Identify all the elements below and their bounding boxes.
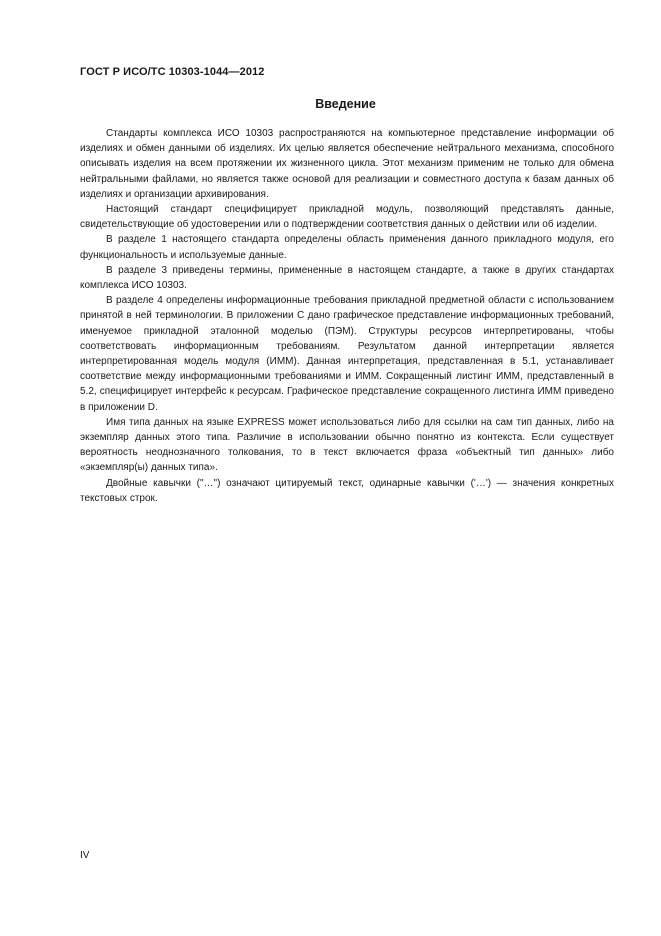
section-title: Введение xyxy=(315,97,376,111)
body-text xyxy=(80,126,614,506)
paragraph: В разделе 3 приведены термины, примененные в настоящем стандарте, а также в других стандартах комплекса ИСО 10303. xyxy=(80,264,614,292)
paragraph: Стандарты комплекса ИСО 10303 распространяются на компьютерное представление информации об изделиях и обмен данными об изделиях. Их целью является обеспечение нейтрального механизма, способного описывать изделия на всем протяжении их жизненного цикла. Этот механизм применим не только для обмена нейтральными файлами, но является также основой для реализации и совместного доступа к базам данных об изделиях и организации архивирования. xyxy=(80,128,614,200)
page-number: IV xyxy=(80,850,90,861)
paragraph: Имя типа данных на языке EXPRESS может использоваться либо для ссылки на сам тип данных, либо на экземпляр данных этого типа. Различие в использовании обычно понятно из контекста. Если существует вероятность неоднозначного толкования, то в текст включается фраза «объектный тип данных» либо «экземпляр(ы) данных типа». xyxy=(80,416,614,474)
page-header-standard-id: ГОСТ Р ИСО/ТС 10303-1044—2012 xyxy=(80,66,265,78)
paragraph: Двойные кавычки ("…") означают цитируемый текст, одинарные кавычки ('…') — значения конкретных текстовых строк. xyxy=(80,477,614,504)
paragraph: В разделе 4 определены информационные требования прикладной предметной области с использованием принятой в ней терминологии. В приложении С дано графическое представление информационных требований, именуемое прикладной эталонной моделью (ПЭМ). Структуры ресурсов интерпретированы, чтобы соответствовать информационным требованиям. Результатом данной интерпретации является интерпретированная модель модуля (ИММ). Данная интерпретация, представленная в 5.1, устанавливает соответствие между информационными требованиями и ИММ. Сокращенный листинг ИММ, представленный в 5.2, специфицирует интерфейс к ресурсам. Графическое представление сокращенного листинга ИММ приведено в приложении D. xyxy=(80,295,614,413)
paragraph: Настоящий стандарт специфицирует прикладной модуль, позволяющий представлять данные, свидетельствующие об удостоверении или о подтверждении соответствия данных о действии или об изделии. xyxy=(80,204,614,231)
paragraph: В разделе 1 настоящего стандарта определены область применения данного прикладного модуля, его функциональность и используемые данные. xyxy=(80,234,614,261)
